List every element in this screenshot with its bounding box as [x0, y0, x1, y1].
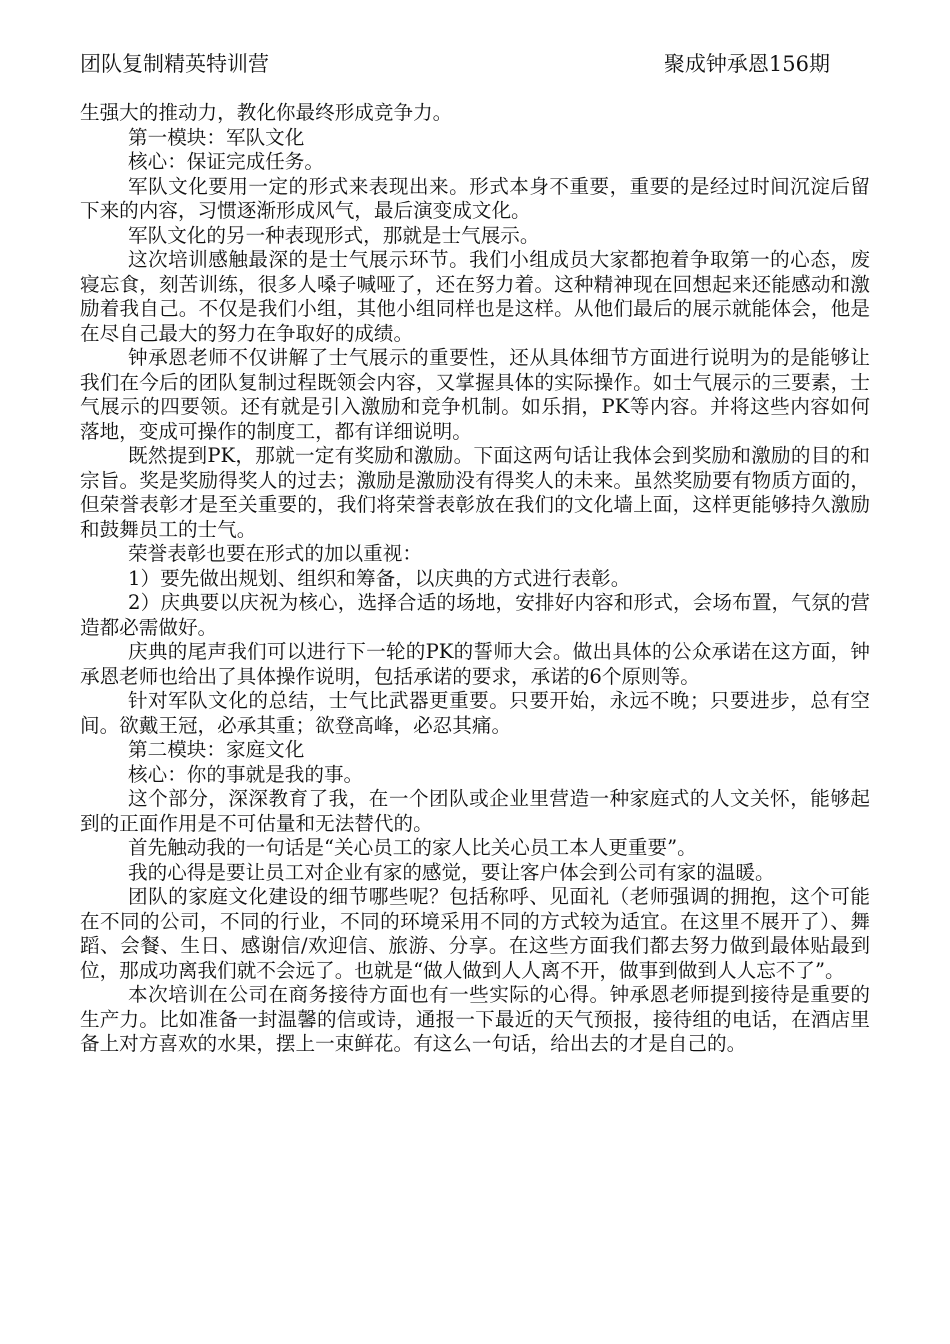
body-paragraph: 我的心得是要让员工对企业有家的感觉，要让客户体会到公司有家的温暖。 [128, 860, 775, 884]
list-item: 1）要先做出规划、组织和筹备，以庆典的方式进行表彰。 [128, 566, 631, 590]
body-paragraph: 首先触动我的一句话是“关心员工的家人比关心员工本人更重要”。 [128, 836, 697, 859]
header-title-right: 聚成钟承恩156期 [663, 52, 830, 76]
body-paragraph: 钟承恩老师不仅讲解了士气展示的重要性，还从具体细节方面进行说明为的是能够让我们在今后的团队复制过程既领会内容，又掌握具体的实际操作。如士气展示的三要素，士气展示的四要领。还有就是引入激励和竞争机制。如乐捐，PK等内容。并将这些内容如何落地，变成可操作的制度工，都有详细说明。 [80, 346, 870, 443]
body-paragraph: 军队文化要用一定的形式来表现出来。形式本身不重要，重要的是经过时间沉淀后留下来的内容，习惯逐渐形成风气，最后演变成文化。 [80, 174, 870, 222]
body-paragraph: 这次培训感触最深的是士气展示环节。我们小组成员大家都抱着争取第一的心态，废寝忘食，刻苦训练，很多人嗓子喊哑了，还在努力着。这种精神现在回想起来还能感动和激励着我自己。不仅是我们小组，其他小组同样也是这样。从他们最后的展示就能体会，他是在尽自己最大的努力在争取好的成绩。 [80, 248, 870, 345]
body-paragraph: 生强大的推动力，教化你最终形成竞争力。 [80, 101, 453, 124]
list-item: 2）庆典要以庆祝为核心，选择合适的场地，安排好内容和形式，会场布置，气氛的营造都必需做好。 [80, 591, 870, 639]
document-body [80, 101, 870, 1057]
body-paragraph: 既然提到PK，那就一定有奖励和激励。下面这两句话让我体会到奖励和激励的目的和宗旨。奖是奖励得奖人的过去；激励是激励没有得奖人的未来。虽然奖励要有物质方面的，但荣誉表彰才是至关重要的，我们将荣誉表彰放在我们的文化墙上面，这样更能够持久激励和鼓舞员工的士气。 [80, 444, 870, 541]
header-title-left: 团队复制精英特训营 [80, 52, 269, 76]
body-paragraph: 核心：你的事就是我的事。 [128, 762, 364, 786]
page-header [80, 50, 870, 82]
body-paragraph: 军队文化的另一种表现形式，那就是士气展示。 [128, 223, 540, 247]
body-paragraph: 核心：保证完成任务。 [128, 150, 324, 173]
section-heading-military: 第一模块：军队文化 [128, 125, 305, 149]
body-paragraph: 团队的家庭文化建设的细节哪些呢？包括称呼、见面礼（老师强调的拥抱，这个可能在不同的公司，不同的行业，不同的环境采用不同的方式较为适宜。在这里不展开了）、舞蹈、会餐、生日、感谢信/欢迎信、旅游、分享。在这些方面我们都去努力做到最体贴最到位，那成功离我们就不会远了。也就是“做人做到人人离不开，做事到做到人人忘不了”。 [80, 885, 870, 982]
body-paragraph: 针对军队文化的总结，士气比武器更重要。只要开始，永远不晚；只要进步，总有空间。欲戴王冠，必承其重；欲登高峰，必忍其痛。 [80, 689, 870, 737]
section-heading-family: 第二模块：家庭文化 [128, 738, 305, 761]
body-paragraph: 本次培训在公司在商务接待方面也有一些实际的心得。钟承恩老师提到接待是重要的生产力。比如准备一封温馨的信或诗，通报一下最近的天气预报，接待组的电话，在酒店里备上对方喜欢的水果，摆上一束鲜花。有这么一句话，给出去的才是自己的。 [80, 983, 870, 1055]
body-paragraph: 这个部分，深深教育了我，在一个团队或企业里营造一种家庭式的人文关怀，能够起到的正面作用是不可估量和无法替代的。 [80, 787, 870, 835]
body-paragraph: 庆典的尾声我们可以进行下一轮的PK的誓师大会。做出具体的公众承诺在这方面，钟承恩老师也给出了具体操作说明，包括承诺的要求，承诺的6个原则等。 [80, 640, 870, 688]
body-paragraph: 荣誉表彰也要在形式的加以重视： [128, 542, 422, 565]
